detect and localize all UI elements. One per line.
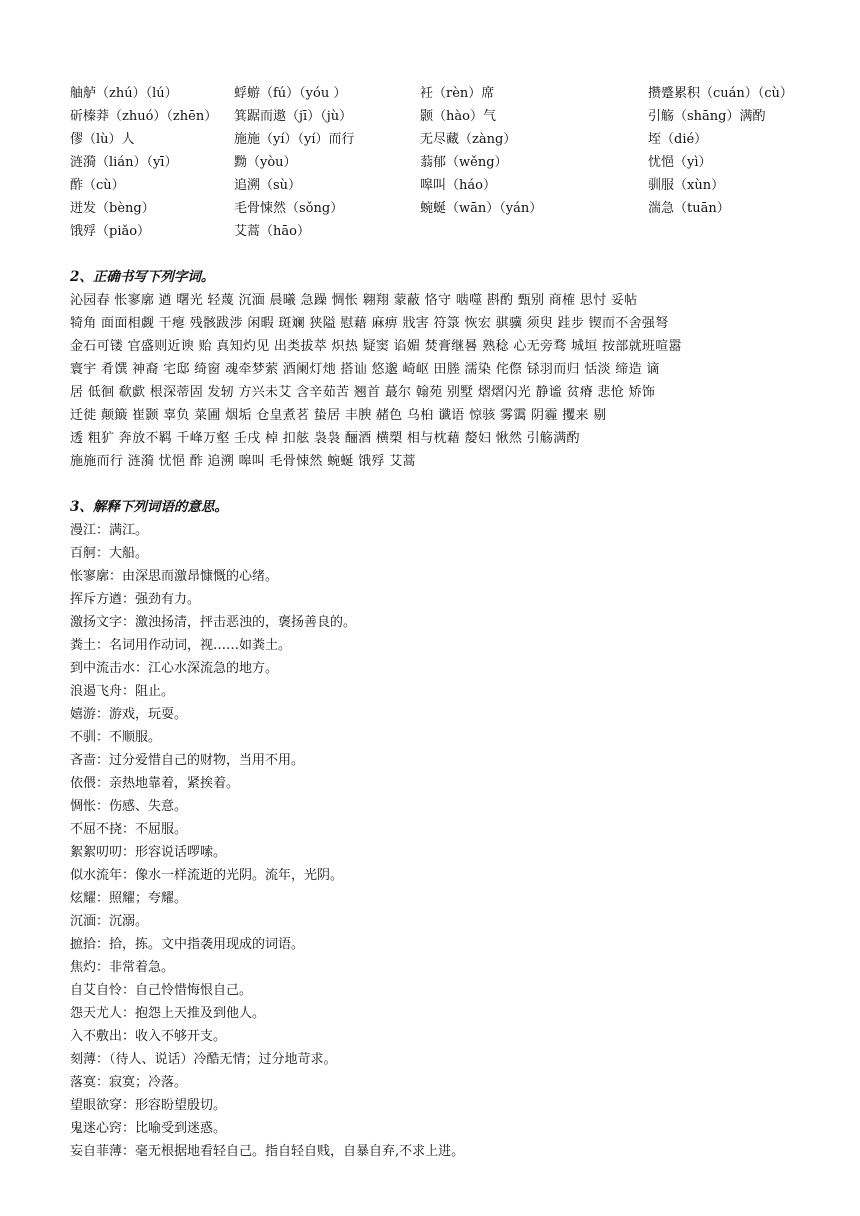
- definition-item: 嬉游：游戏，玩耍。: [70, 707, 188, 722]
- pinyin-entry: 饿殍（piǎo）: [70, 224, 151, 239]
- definition-item: 刻薄：（待人、说话）冷酷无情；过分地苛求。: [70, 1052, 337, 1067]
- pinyin-entry: 毛骨悚然（sǒng）: [234, 201, 344, 216]
- word-list-line: 居 低徊 欷歔 根深蒂固 发轫 方兴未艾 含辛茹苦 翘首 蕞尔 翰苑 别墅 熠熠闪光 静谧 贫瘠 悲怆 矫饰: [70, 385, 656, 400]
- pinyin-entry: 箕踞而遨（jī）（jù）: [234, 109, 353, 124]
- definition-item: 激扬文字：激浊扬清，抨击恶浊的，褒扬善良的。: [70, 615, 357, 630]
- pinyin-entry: 蜉蝣（fú）（yóu ）: [234, 86, 347, 101]
- definition-item: 鬼迷心窍：比喻受到迷惑。: [70, 1121, 227, 1136]
- pinyin-entry: 蓊郁（wěng）: [420, 155, 508, 170]
- pinyin-entry: 衽（rèn）席: [420, 86, 495, 101]
- spacer: [70, 473, 810, 496]
- pinyin-entry: 施施（yí）（yí）而行: [234, 132, 355, 147]
- definition-item: 依偎：亲热地靠着，紧挨着。: [70, 776, 240, 791]
- definition-item: 不屈不挠：不屈服。: [70, 822, 188, 837]
- definition-item: 摭拾：拾，拣。文中指袭用现成的词语。: [70, 937, 305, 952]
- definition-item: 自艾自怜：自己怜惜悔恨自己。: [70, 983, 253, 998]
- definition-item: 似水流年：像水一样流逝的光阴。流年，光阴。: [70, 868, 344, 883]
- pinyin-entry: 黝（yòu）: [234, 155, 297, 170]
- word-list-line: 透 粗犷 奔放不羁 千峰万壑 壬戌 棹 扣舷 袅袅 酾酒 横槊 相与枕藉 嫠妇 愀然 引觞满酌: [70, 431, 580, 446]
- pinyin-entry: 忧悒（yì）: [648, 155, 712, 170]
- definition-item: 挥斥方遒：强劲有力。: [70, 592, 201, 607]
- definition-item: 炫耀：照耀；夸耀。: [70, 891, 188, 906]
- definition-item: 粪土：名词用作动词，视……如粪土。: [70, 638, 292, 653]
- pinyin-entry: 湍急（tuān）: [648, 201, 730, 216]
- pinyin-entry: 嗥叫（háo）: [420, 178, 496, 193]
- pinyin-entry: 舳舻（zhú）（lú）: [70, 86, 178, 101]
- definition-item: 浪遏飞舟：阻止。: [70, 684, 175, 699]
- definition-item: 怅寥廓：由深思而激昂慷慨的心绪。: [70, 569, 279, 584]
- definition-item: 惆怅：伤感、失意。: [70, 799, 188, 814]
- section-2-title: 2、正确书写下列字词。: [70, 269, 215, 285]
- word-list-line: 犄角 面面相觑 干瘪 残骸跋涉 闲暇 斑斓 狭隘 慰藉 麻痹 戕害 符箓 恢宏 骐骥 须臾 跬步 锲而不舍强弩: [70, 316, 669, 331]
- pinyin-entry: [648, 220, 810, 243]
- definition-item: 望眼欲穿：形容盼望殷切。: [70, 1098, 227, 1113]
- pinyin-entry: 斫榛莽（zhuó）（zhēn）: [70, 109, 218, 124]
- word-list-line: 迁徙 颠簸 崔颢 辜负 菜圃 烟垢 仓皇煮茗 蛰居 丰腴 赭色 乌桕 谶语 惊骇 雾霭 阴霾 攫来 剔: [70, 408, 607, 423]
- pinyin-entry: [420, 220, 648, 243]
- pinyin-entry: 艾蒿（hāo）: [234, 224, 310, 239]
- pinyin-entry: 无尽藏（zàng）: [420, 132, 517, 147]
- pinyin-entry: 垤（dié）: [648, 132, 708, 147]
- word-list-line: 金石可镂 官盛则近谀 贻 真知灼见 出类拔萃 炽热 疑窦 谄媚 焚膏继晷 熟稔 心无旁骛 城垣 按部就班喧嚣: [70, 339, 682, 354]
- pinyin-entry: 颢（hào）气: [420, 109, 496, 124]
- pinyin-entry: 引觞（shāng）满酌: [648, 109, 766, 124]
- definition-item: 絮絮叨叨：形容说话啰嗦。: [70, 845, 227, 860]
- definition-item: 不驯：不顺服。: [70, 730, 162, 745]
- word-list-line: 寰宇 肴馔 神裔 宅邸 绮窗 魂牵梦萦 酒阑灯灺 搭讪 悠邈 崎岖 田塍 濡染 侘傺 铩羽而归 恬淡 缔造 谪: [70, 362, 660, 377]
- pinyin-entry: 涟漪（lián）（yī）: [70, 155, 178, 170]
- definition-list: [70, 519, 810, 1163]
- definition-item: 到中流击水：江心水深流急的地方。: [70, 661, 279, 676]
- pinyin-entry: 僇（lù）人: [70, 132, 135, 147]
- word-list-line: 沁园春 怅寥廓 遒 曙光 轻蔑 沉湎 晨曦 急躁 惆怅 翱翔 蒙蔽 恪守 啮噬 斟酌 甄别 商榷 思忖 妥帖: [70, 293, 638, 308]
- word-list: [70, 289, 810, 473]
- spacer: [70, 243, 810, 266]
- pinyin-entry: 追溯（sù）: [234, 178, 302, 193]
- document-page: [70, 82, 810, 1163]
- definition-item: 怨天尤人：抱怨上天推及到他人。: [70, 1006, 266, 1021]
- pinyin-entry: 攒蹙累积（cuán）（cù）: [648, 86, 793, 101]
- definition-item: 妄自菲薄：毫无根据地看轻自己。指自轻自贱，自暴自弃,不求上进。: [70, 1144, 465, 1159]
- definition-item: 沉湎：沉溺。: [70, 914, 149, 929]
- pinyin-entry: 酢（cù）: [70, 178, 125, 193]
- definition-item: 落寞：寂寞；冷落。: [70, 1075, 188, 1090]
- definition-item: 焦灼：非常着急。: [70, 960, 175, 975]
- definition-item: 百舸：大船。: [70, 546, 149, 561]
- pinyin-section: [70, 82, 810, 243]
- pinyin-entry: 迸发（bèng）: [70, 201, 155, 216]
- pinyin-entry: 驯服（xùn）: [648, 178, 725, 193]
- section-3-title: 3、解释下列词语的意思。: [70, 499, 228, 515]
- definition-item: 吝啬：过分爱惜自己的财物，当用不用。: [70, 753, 305, 768]
- definition-item: 漫江：满江。: [70, 523, 149, 538]
- word-list-line: 施施而行 涟漪 忧悒 酢 追溯 嗥叫 毛骨悚然 蜿蜒 饿殍 艾蒿: [70, 454, 416, 469]
- pinyin-entry: 蜿蜒（wān）（yán）: [420, 201, 543, 216]
- definition-item: 入不敷出：收入不够开支。: [70, 1029, 227, 1044]
